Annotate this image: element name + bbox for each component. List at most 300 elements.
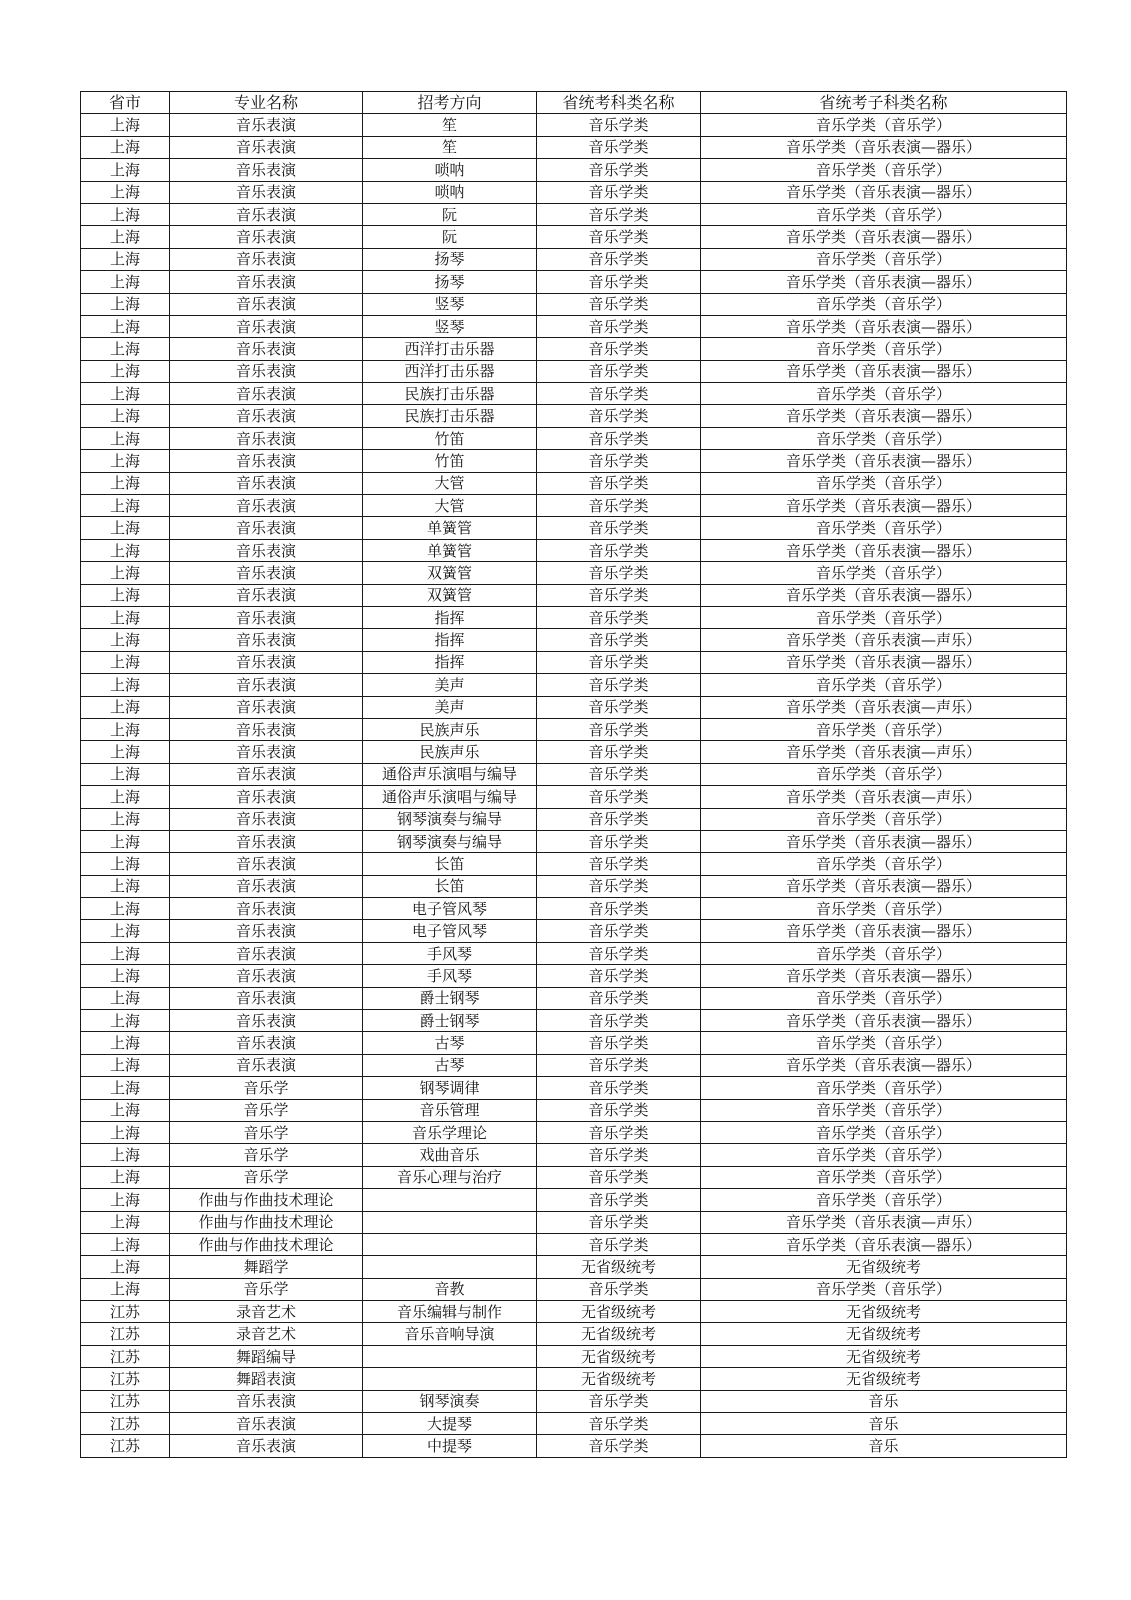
table-row xyxy=(81,427,1067,449)
cell-provincial-subcategory: 音乐学类（音乐表演—器乐） xyxy=(701,1233,1067,1255)
table-row xyxy=(81,1054,1067,1076)
table-row xyxy=(81,1077,1067,1099)
cell-province: 上海 xyxy=(81,539,170,561)
table-row xyxy=(81,763,1067,785)
cell-exam-direction: 电子管风琴 xyxy=(363,920,537,942)
cell-exam-direction: 爵士钢琴 xyxy=(363,1010,537,1032)
table-row xyxy=(81,1345,1067,1367)
cell-exam-direction: 钢琴演奏与编导 xyxy=(363,808,537,830)
cell-major-name: 音乐表演 xyxy=(170,1435,363,1457)
cell-provincial-subcategory: 音乐学类（音乐学） xyxy=(701,898,1067,920)
cell-provincial-category: 音乐学类 xyxy=(537,315,701,337)
cell-major-name: 音乐表演 xyxy=(170,338,363,360)
cell-provincial-subcategory: 音乐学类（音乐表演—器乐） xyxy=(701,181,1067,203)
table-row xyxy=(81,786,1067,808)
cell-provincial-subcategory: 音乐学类（音乐学） xyxy=(701,293,1067,315)
cell-provincial-category: 音乐学类 xyxy=(537,181,701,203)
cell-exam-direction xyxy=(363,1368,537,1390)
cell-major-name: 音乐表演 xyxy=(170,1010,363,1032)
table-row xyxy=(81,136,1067,158)
cell-exam-direction: 美声 xyxy=(363,674,537,696)
cell-provincial-subcategory: 无省级统考 xyxy=(701,1345,1067,1367)
table-row xyxy=(81,987,1067,1009)
table-row xyxy=(81,629,1067,651)
cell-major-name: 音乐表演 xyxy=(170,450,363,472)
cell-provincial-category: 音乐学类 xyxy=(537,1189,701,1211)
table-row xyxy=(81,1390,1067,1412)
cell-provincial-category: 音乐学类 xyxy=(537,942,701,964)
cell-provincial-subcategory: 音乐学类（音乐学） xyxy=(701,942,1067,964)
table-row xyxy=(81,1121,1067,1143)
cell-province: 上海 xyxy=(81,271,170,293)
table-row xyxy=(81,696,1067,718)
cell-provincial-category: 音乐学类 xyxy=(537,1233,701,1255)
cell-province: 江苏 xyxy=(81,1390,170,1412)
cell-provincial-subcategory: 音乐学类（音乐表演—器乐） xyxy=(701,584,1067,606)
cell-provincial-category: 音乐学类 xyxy=(537,898,701,920)
cell-exam-direction: 古琴 xyxy=(363,1032,537,1054)
cell-provincial-category: 音乐学类 xyxy=(537,495,701,517)
cell-provincial-subcategory: 音乐学类（音乐表演—器乐） xyxy=(701,875,1067,897)
cell-major-name: 音乐学 xyxy=(170,1166,363,1188)
cell-provincial-subcategory: 音乐学类（音乐表演—器乐） xyxy=(701,830,1067,852)
cell-exam-direction: 单簧管 xyxy=(363,517,537,539)
cell-major-name: 音乐表演 xyxy=(170,383,363,405)
cell-provincial-subcategory: 音乐学类（音乐表演—声乐） xyxy=(701,1211,1067,1233)
cell-major-name: 音乐表演 xyxy=(170,786,363,808)
cell-exam-direction: 阮 xyxy=(363,203,537,225)
cell-exam-direction: 阮 xyxy=(363,226,537,248)
cell-provincial-subcategory: 音乐学类（音乐学） xyxy=(701,606,1067,628)
cell-provincial-subcategory: 音乐学类（音乐学） xyxy=(701,203,1067,225)
table-row xyxy=(81,1435,1067,1457)
cell-province: 上海 xyxy=(81,1166,170,1188)
cell-provincial-subcategory: 音乐学类（音乐表演—器乐） xyxy=(701,360,1067,382)
cell-provincial-subcategory: 无省级统考 xyxy=(701,1368,1067,1390)
cell-province: 上海 xyxy=(81,629,170,651)
cell-provincial-subcategory: 音乐学类（音乐表演—器乐） xyxy=(701,226,1067,248)
cell-province: 上海 xyxy=(81,853,170,875)
table-row xyxy=(81,248,1067,270)
cell-provincial-category: 音乐学类 xyxy=(537,606,701,628)
cell-exam-direction: 钢琴演奏 xyxy=(363,1390,537,1412)
cell-major-name: 音乐表演 xyxy=(170,853,363,875)
cell-provincial-category: 音乐学类 xyxy=(537,696,701,718)
cell-exam-direction: 钢琴演奏与编导 xyxy=(363,830,537,852)
cell-exam-direction: 通俗声乐演唱与编导 xyxy=(363,763,537,785)
cell-province: 上海 xyxy=(81,383,170,405)
cell-provincial-category: 音乐学类 xyxy=(537,271,701,293)
cell-province: 江苏 xyxy=(81,1345,170,1367)
cell-provincial-category: 音乐学类 xyxy=(537,674,701,696)
cell-provincial-category: 音乐学类 xyxy=(537,853,701,875)
cell-major-name: 音乐学 xyxy=(170,1121,363,1143)
table-row xyxy=(81,517,1067,539)
cell-provincial-category: 音乐学类 xyxy=(537,786,701,808)
table-row xyxy=(81,1144,1067,1166)
table-row xyxy=(81,875,1067,897)
cell-province: 上海 xyxy=(81,987,170,1009)
cell-provincial-subcategory: 音乐学类（音乐学） xyxy=(701,248,1067,270)
cell-provincial-category: 音乐学类 xyxy=(537,1010,701,1032)
cell-major-name: 音乐表演 xyxy=(170,562,363,584)
cell-provincial-category: 无省级统考 xyxy=(537,1301,701,1323)
cell-exam-direction: 音乐学理论 xyxy=(363,1121,537,1143)
table-row xyxy=(81,1323,1067,1345)
cell-province: 上海 xyxy=(81,1010,170,1032)
cell-province: 上海 xyxy=(81,1278,170,1300)
table-row xyxy=(81,405,1067,427)
cell-provincial-subcategory: 音乐学类（音乐学） xyxy=(701,763,1067,785)
cell-province: 江苏 xyxy=(81,1301,170,1323)
table-row xyxy=(81,584,1067,606)
cell-exam-direction: 西洋打击乐器 xyxy=(363,360,537,382)
cell-province: 上海 xyxy=(81,315,170,337)
cell-province: 上海 xyxy=(81,1121,170,1143)
cell-exam-direction: 笙 xyxy=(363,114,537,136)
cell-provincial-category: 音乐学类 xyxy=(537,584,701,606)
cell-exam-direction: 单簧管 xyxy=(363,539,537,561)
table-row xyxy=(81,1368,1067,1390)
cell-province: 上海 xyxy=(81,830,170,852)
cell-provincial-subcategory: 音乐学类（音乐表演—器乐） xyxy=(701,271,1067,293)
cell-province: 上海 xyxy=(81,1077,170,1099)
cell-provincial-category: 音乐学类 xyxy=(537,763,701,785)
cell-exam-direction xyxy=(363,1233,537,1255)
cell-provincial-subcategory: 音乐学类（音乐学） xyxy=(701,1166,1067,1188)
cell-exam-direction xyxy=(363,1211,537,1233)
table-row xyxy=(81,1099,1067,1121)
table-row xyxy=(81,853,1067,875)
cell-provincial-category: 音乐学类 xyxy=(537,1077,701,1099)
cell-provincial-subcategory: 音乐学类（音乐学） xyxy=(701,1278,1067,1300)
cell-provincial-subcategory: 无省级统考 xyxy=(701,1301,1067,1323)
cell-province: 上海 xyxy=(81,718,170,740)
cell-provincial-subcategory: 音乐学类（音乐学） xyxy=(701,338,1067,360)
cell-provincial-category: 音乐学类 xyxy=(537,1390,701,1412)
cell-provincial-category: 音乐学类 xyxy=(537,539,701,561)
cell-provincial-subcategory: 音乐学类（音乐表演—器乐） xyxy=(701,539,1067,561)
table-row xyxy=(81,562,1067,584)
table-row xyxy=(81,674,1067,696)
cell-provincial-subcategory: 音乐学类（音乐学） xyxy=(701,1077,1067,1099)
cell-major-name: 音乐学 xyxy=(170,1077,363,1099)
cell-exam-direction: 指挥 xyxy=(363,606,537,628)
cell-exam-direction: 音乐管理 xyxy=(363,1099,537,1121)
cell-province: 上海 xyxy=(81,472,170,494)
cell-provincial-category: 音乐学类 xyxy=(537,1144,701,1166)
cell-provincial-category: 音乐学类 xyxy=(537,338,701,360)
cell-provincial-category: 音乐学类 xyxy=(537,159,701,181)
cell-provincial-category: 音乐学类 xyxy=(537,1166,701,1188)
cell-provincial-subcategory: 无省级统考 xyxy=(701,1256,1067,1278)
cell-major-name: 音乐表演 xyxy=(170,114,363,136)
cell-provincial-subcategory: 音乐学类（音乐学） xyxy=(701,472,1067,494)
cell-exam-direction: 竖琴 xyxy=(363,293,537,315)
cell-exam-direction: 指挥 xyxy=(363,651,537,673)
cell-province: 上海 xyxy=(81,808,170,830)
cell-exam-direction: 音乐心理与治疗 xyxy=(363,1166,537,1188)
cell-provincial-category: 音乐学类 xyxy=(537,718,701,740)
cell-provincial-subcategory: 音乐学类（音乐表演—器乐） xyxy=(701,136,1067,158)
cell-provincial-subcategory: 音乐学类（音乐表演—器乐） xyxy=(701,315,1067,337)
cell-exam-direction: 古琴 xyxy=(363,1054,537,1076)
table-row xyxy=(81,159,1067,181)
table-row xyxy=(81,472,1067,494)
cell-provincial-category: 音乐学类 xyxy=(537,741,701,763)
cell-exam-direction: 手风琴 xyxy=(363,965,537,987)
table-row xyxy=(81,1278,1067,1300)
cell-major-name: 作曲与作曲技术理论 xyxy=(170,1233,363,1255)
cell-exam-direction: 大管 xyxy=(363,472,537,494)
cell-province: 上海 xyxy=(81,1211,170,1233)
cell-provincial-category: 音乐学类 xyxy=(537,987,701,1009)
cell-major-name: 音乐表演 xyxy=(170,405,363,427)
cell-province: 江苏 xyxy=(81,1323,170,1345)
cell-province: 上海 xyxy=(81,114,170,136)
cell-provincial-category: 音乐学类 xyxy=(537,248,701,270)
cell-major-name: 音乐表演 xyxy=(170,808,363,830)
cell-major-name: 音乐表演 xyxy=(170,920,363,942)
cell-province: 上海 xyxy=(81,696,170,718)
cell-provincial-subcategory: 音乐学类（音乐学） xyxy=(701,383,1067,405)
cell-provincial-category: 音乐学类 xyxy=(537,1413,701,1435)
cell-provincial-subcategory: 音乐学类（音乐表演—器乐） xyxy=(701,965,1067,987)
cell-major-name: 音乐表演 xyxy=(170,495,363,517)
cell-exam-direction: 长笛 xyxy=(363,853,537,875)
admissions-table xyxy=(80,91,1067,1458)
header-province: 省市 xyxy=(81,92,170,114)
cell-major-name: 音乐表演 xyxy=(170,696,363,718)
table-row xyxy=(81,114,1067,136)
table-row xyxy=(81,293,1067,315)
table-row xyxy=(81,1211,1067,1233)
table-row xyxy=(81,539,1067,561)
cell-exam-direction: 音乐音响导演 xyxy=(363,1323,537,1345)
cell-provincial-category: 音乐学类 xyxy=(537,405,701,427)
cell-exam-direction: 音教 xyxy=(363,1278,537,1300)
cell-exam-direction xyxy=(363,1189,537,1211)
cell-provincial-subcategory: 音乐学类（音乐表演—声乐） xyxy=(701,696,1067,718)
cell-provincial-category: 音乐学类 xyxy=(537,1121,701,1143)
cell-province: 上海 xyxy=(81,181,170,203)
cell-major-name: 音乐表演 xyxy=(170,271,363,293)
cell-province: 上海 xyxy=(81,651,170,673)
cell-major-name: 音乐学 xyxy=(170,1278,363,1300)
cell-provincial-category: 音乐学类 xyxy=(537,114,701,136)
cell-provincial-category: 音乐学类 xyxy=(537,1211,701,1233)
cell-provincial-category: 音乐学类 xyxy=(537,293,701,315)
cell-provincial-subcategory: 音乐学类（音乐表演—声乐） xyxy=(701,741,1067,763)
cell-major-name: 录音艺术 xyxy=(170,1323,363,1345)
table-row xyxy=(81,1301,1067,1323)
cell-exam-direction: 长笛 xyxy=(363,875,537,897)
cell-provincial-subcategory: 音乐学类（音乐表演—器乐） xyxy=(701,495,1067,517)
cell-provincial-subcategory: 音乐学类（音乐表演—器乐） xyxy=(701,405,1067,427)
cell-provincial-subcategory: 音乐学类（音乐学） xyxy=(701,427,1067,449)
table-row xyxy=(81,741,1067,763)
cell-exam-direction: 竖琴 xyxy=(363,315,537,337)
cell-provincial-subcategory: 音乐 xyxy=(701,1435,1067,1457)
cell-province: 上海 xyxy=(81,136,170,158)
cell-province: 上海 xyxy=(81,562,170,584)
cell-province: 上海 xyxy=(81,450,170,472)
cell-provincial-subcategory: 音乐学类（音乐学） xyxy=(701,114,1067,136)
cell-major-name: 音乐表演 xyxy=(170,741,363,763)
cell-major-name: 音乐表演 xyxy=(170,987,363,1009)
cell-exam-direction: 民族打击乐器 xyxy=(363,405,537,427)
cell-provincial-category: 音乐学类 xyxy=(537,920,701,942)
table-row xyxy=(81,920,1067,942)
cell-province: 上海 xyxy=(81,1233,170,1255)
cell-provincial-category: 音乐学类 xyxy=(537,965,701,987)
cell-exam-direction: 唢呐 xyxy=(363,159,537,181)
cell-exam-direction: 音乐编辑与制作 xyxy=(363,1301,537,1323)
cell-province: 上海 xyxy=(81,495,170,517)
cell-provincial-category: 音乐学类 xyxy=(537,450,701,472)
cell-major-name: 音乐表演 xyxy=(170,203,363,225)
cell-provincial-subcategory: 音乐学类（音乐学） xyxy=(701,987,1067,1009)
cell-exam-direction: 爵士钢琴 xyxy=(363,987,537,1009)
cell-province: 江苏 xyxy=(81,1435,170,1457)
cell-major-name: 音乐学 xyxy=(170,1099,363,1121)
cell-exam-direction xyxy=(363,1256,537,1278)
cell-major-name: 音乐表演 xyxy=(170,875,363,897)
cell-major-name: 录音艺术 xyxy=(170,1301,363,1323)
cell-provincial-category: 音乐学类 xyxy=(537,136,701,158)
cell-provincial-category: 音乐学类 xyxy=(537,1032,701,1054)
cell-major-name: 音乐表演 xyxy=(170,315,363,337)
cell-provincial-category: 音乐学类 xyxy=(537,1054,701,1076)
cell-provincial-subcategory: 音乐学类（音乐表演—器乐） xyxy=(701,450,1067,472)
cell-province: 上海 xyxy=(81,360,170,382)
table-row xyxy=(81,1413,1067,1435)
cell-major-name: 音乐表演 xyxy=(170,181,363,203)
cell-major-name: 音乐表演 xyxy=(170,472,363,494)
cell-provincial-subcategory: 无省级统考 xyxy=(701,1323,1067,1345)
cell-provincial-category: 音乐学类 xyxy=(537,427,701,449)
table-row xyxy=(81,1189,1067,1211)
cell-provincial-subcategory: 音乐学类（音乐表演—声乐） xyxy=(701,629,1067,651)
table-row xyxy=(81,808,1067,830)
cell-provincial-category: 音乐学类 xyxy=(537,651,701,673)
cell-provincial-category: 音乐学类 xyxy=(537,203,701,225)
table-body xyxy=(81,114,1067,1457)
cell-major-name: 音乐表演 xyxy=(170,584,363,606)
cell-major-name: 音乐表演 xyxy=(170,427,363,449)
cell-exam-direction: 通俗声乐演唱与编导 xyxy=(363,786,537,808)
cell-major-name: 舞蹈学 xyxy=(170,1256,363,1278)
cell-province: 江苏 xyxy=(81,1368,170,1390)
cell-major-name: 音乐表演 xyxy=(170,539,363,561)
header-provincial-subcategory: 省统考子科类名称 xyxy=(701,92,1067,114)
cell-major-name: 音乐表演 xyxy=(170,651,363,673)
cell-major-name: 音乐表演 xyxy=(170,136,363,158)
cell-major-name: 音乐表演 xyxy=(170,606,363,628)
cell-provincial-subcategory: 音乐学类（音乐学） xyxy=(701,1099,1067,1121)
cell-provincial-subcategory: 音乐学类（音乐学） xyxy=(701,718,1067,740)
table-row xyxy=(81,942,1067,964)
table-row xyxy=(81,450,1067,472)
cell-province: 上海 xyxy=(81,965,170,987)
cell-provincial-subcategory: 音乐学类（音乐学） xyxy=(701,1121,1067,1143)
cell-provincial-category: 无省级统考 xyxy=(537,1323,701,1345)
cell-exam-direction: 民族打击乐器 xyxy=(363,383,537,405)
cell-exam-direction: 扬琴 xyxy=(363,271,537,293)
header-provincial-category: 省统考科类名称 xyxy=(537,92,701,114)
table-row xyxy=(81,226,1067,248)
table-row xyxy=(81,315,1067,337)
cell-province: 江苏 xyxy=(81,1413,170,1435)
cell-provincial-subcategory: 音乐学类（音乐表演—器乐） xyxy=(701,1054,1067,1076)
table-row xyxy=(81,203,1067,225)
cell-major-name: 音乐表演 xyxy=(170,293,363,315)
cell-provincial-subcategory: 音乐学类（音乐学） xyxy=(701,1144,1067,1166)
cell-provincial-subcategory: 音乐学类（音乐学） xyxy=(701,674,1067,696)
cell-major-name: 舞蹈编导 xyxy=(170,1345,363,1367)
cell-province: 上海 xyxy=(81,1032,170,1054)
cell-exam-direction: 民族声乐 xyxy=(363,718,537,740)
cell-provincial-category: 无省级统考 xyxy=(537,1368,701,1390)
header-exam-direction: 招考方向 xyxy=(363,92,537,114)
table-row xyxy=(81,651,1067,673)
cell-province: 上海 xyxy=(81,763,170,785)
cell-major-name: 音乐表演 xyxy=(170,965,363,987)
cell-exam-direction xyxy=(363,1345,537,1367)
cell-province: 上海 xyxy=(81,898,170,920)
cell-provincial-category: 音乐学类 xyxy=(537,629,701,651)
cell-province: 上海 xyxy=(81,786,170,808)
cell-provincial-subcategory: 音乐学类（音乐表演—器乐） xyxy=(701,651,1067,673)
cell-province: 上海 xyxy=(81,1144,170,1166)
cell-provincial-subcategory: 音乐学类（音乐学） xyxy=(701,853,1067,875)
cell-major-name: 音乐表演 xyxy=(170,830,363,852)
cell-provincial-category: 音乐学类 xyxy=(537,226,701,248)
table-row xyxy=(81,965,1067,987)
cell-major-name: 音乐表演 xyxy=(170,1054,363,1076)
table-row xyxy=(81,1166,1067,1188)
table-row xyxy=(81,1233,1067,1255)
cell-province: 上海 xyxy=(81,405,170,427)
cell-exam-direction: 钢琴调律 xyxy=(363,1077,537,1099)
cell-provincial-subcategory: 音乐学类（音乐学） xyxy=(701,159,1067,181)
cell-major-name: 音乐表演 xyxy=(170,159,363,181)
cell-province: 上海 xyxy=(81,1099,170,1121)
cell-provincial-subcategory: 音乐学类（音乐表演—器乐） xyxy=(701,920,1067,942)
cell-province: 上海 xyxy=(81,606,170,628)
cell-exam-direction: 西洋打击乐器 xyxy=(363,338,537,360)
cell-major-name: 作曲与作曲技术理论 xyxy=(170,1189,363,1211)
cell-provincial-subcategory: 音乐学类（音乐学） xyxy=(701,808,1067,830)
cell-exam-direction: 竹笛 xyxy=(363,450,537,472)
cell-major-name: 音乐表演 xyxy=(170,248,363,270)
cell-major-name: 舞蹈表演 xyxy=(170,1368,363,1390)
cell-major-name: 音乐表演 xyxy=(170,360,363,382)
table-row xyxy=(81,383,1067,405)
cell-provincial-category: 音乐学类 xyxy=(537,1435,701,1457)
cell-major-name: 音乐表演 xyxy=(170,1032,363,1054)
header-row xyxy=(81,92,1067,114)
cell-province: 上海 xyxy=(81,293,170,315)
cell-province: 上海 xyxy=(81,674,170,696)
cell-province: 上海 xyxy=(81,159,170,181)
cell-province: 上海 xyxy=(81,920,170,942)
cell-provincial-category: 音乐学类 xyxy=(537,875,701,897)
cell-provincial-category: 音乐学类 xyxy=(537,562,701,584)
cell-provincial-category: 音乐学类 xyxy=(537,472,701,494)
table-row xyxy=(81,1010,1067,1032)
cell-provincial-category: 音乐学类 xyxy=(537,808,701,830)
